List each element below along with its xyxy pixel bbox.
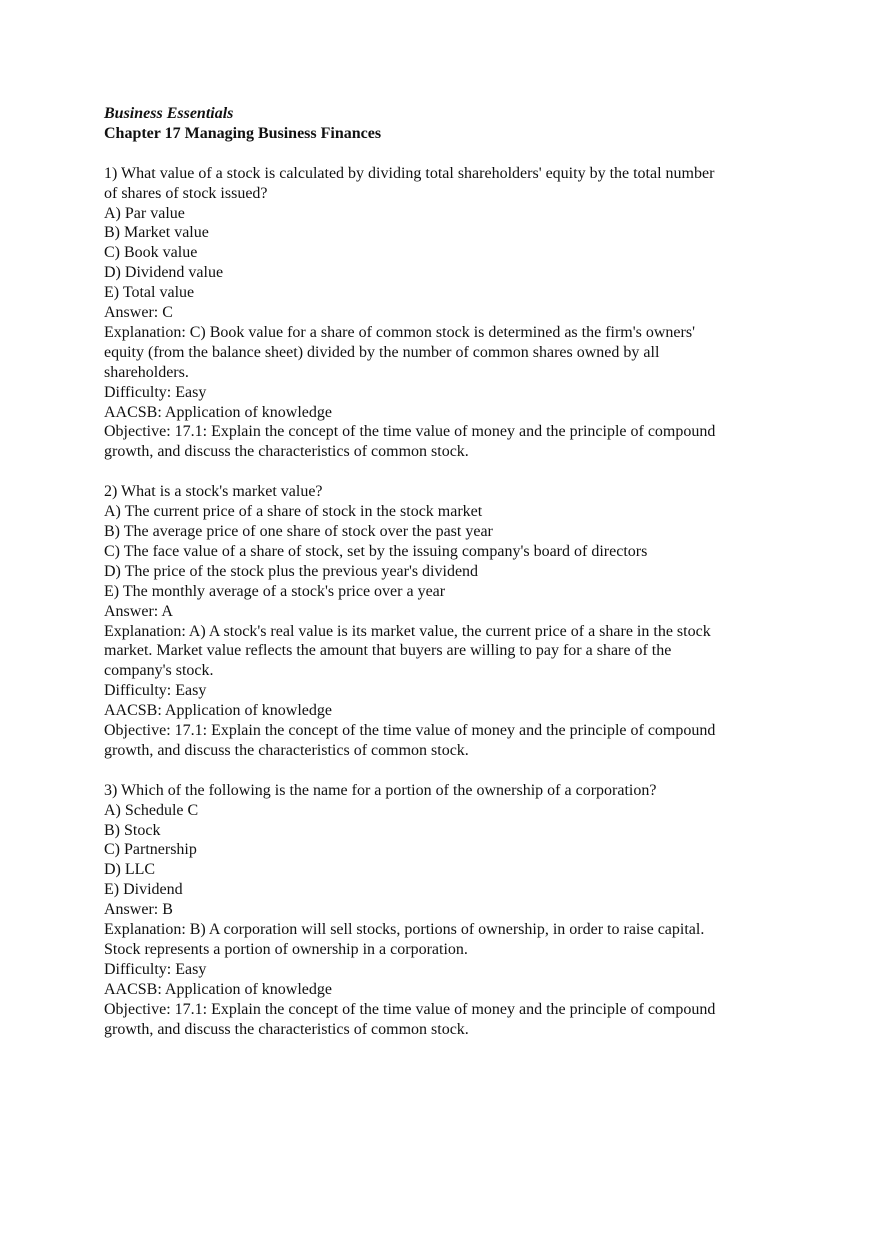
question-block-3 [104, 781, 784, 1040]
aacsb: AACSB: Application of knowledge [104, 702, 332, 720]
answer: Answer: A [104, 602, 173, 620]
answer: Answer: C [104, 304, 173, 322]
option-a: A) Par value [104, 204, 185, 222]
objective-line: growth, and discuss the characteristics of common stock. [104, 741, 469, 759]
objective-line: Objective: 17.1: Explain the concept of the time value of money and the principle of compound [104, 1000, 716, 1018]
question-block-1 [104, 164, 784, 463]
explanation-line: Stock represents a portion of ownership in a corporation. [104, 941, 468, 959]
difficulty: Difficulty: Easy [104, 960, 207, 978]
explanation-line: Explanation: C) Book value for a share of common stock is determined as the firm's owners' [104, 323, 695, 341]
option-c: C) Book value [104, 244, 198, 262]
spacer [104, 761, 784, 781]
option-d: D) Dividend value [104, 264, 224, 282]
book-title: Business Essentials [104, 105, 234, 122]
option-d: D) The price of the stock plus the previous year's dividend [104, 562, 479, 580]
explanation-line: equity (from the balance sheet) divided by the number of common shares owned by all [104, 343, 660, 361]
question-text-continued: of shares of stock issued? [104, 184, 268, 202]
option-a: A) Schedule C [104, 801, 199, 819]
objective-line: growth, and discuss the characteristics of common stock. [104, 1020, 469, 1038]
difficulty: Difficulty: Easy [104, 383, 207, 401]
question-text: 2) What is a stock's market value? [104, 483, 323, 501]
question-block-2 [104, 482, 784, 761]
option-c: C) The face value of a share of stock, set by the issuing company's board of directors [104, 542, 648, 560]
option-b: B) Stock [104, 821, 161, 839]
chapter-title: Chapter 17 Managing Business Finances [104, 124, 382, 142]
question-text: 3) Which of the following is the name for a portion of the ownership of a corporation? [104, 781, 657, 799]
answer: Answer: B [104, 901, 173, 919]
option-a: A) The current price of a share of stock in the stock market [104, 503, 483, 521]
option-e: E) Dividend [104, 881, 183, 899]
option-d: D) LLC [104, 861, 156, 879]
option-b: B) The average price of one share of stock over the past year [104, 523, 493, 540]
document-page [104, 104, 784, 1040]
option-c: C) Partnership [104, 841, 197, 859]
option-e: E) The monthly average of a stock's price over a year [104, 582, 446, 600]
objective-line: Objective: 17.1: Explain the concept of the time value of money and the principle of compound [104, 722, 716, 740]
explanation-line: Explanation: A) A stock's real value is its market value, the current price of a share in the stock [104, 622, 711, 640]
difficulty: Difficulty: Easy [104, 682, 207, 700]
spacer [104, 462, 784, 482]
option-b: B) Market value [104, 224, 209, 242]
aacsb: AACSB: Application of knowledge [104, 980, 332, 998]
explanation-line: company's stock. [104, 662, 214, 680]
objective-line: Objective: 17.1: Explain the concept of the time value of money and the principle of compound [104, 423, 716, 441]
option-e: E) Total value [104, 284, 195, 302]
question-text: 1) What value of a stock is calculated by dividing total shareholders' equity by the total number [104, 164, 715, 182]
spacer [104, 144, 784, 164]
aacsb: AACSB: Application of knowledge [104, 403, 332, 421]
explanation-line: shareholders. [104, 363, 189, 381]
objective-line: growth, and discuss the characteristics of common stock. [104, 443, 469, 461]
explanation-line: market. Market value reflects the amount that buyers are willing to pay for a share of the [104, 642, 672, 660]
explanation-line: Explanation: B) A corporation will sell stocks, portions of ownership, in order to raise capital. [104, 921, 705, 939]
